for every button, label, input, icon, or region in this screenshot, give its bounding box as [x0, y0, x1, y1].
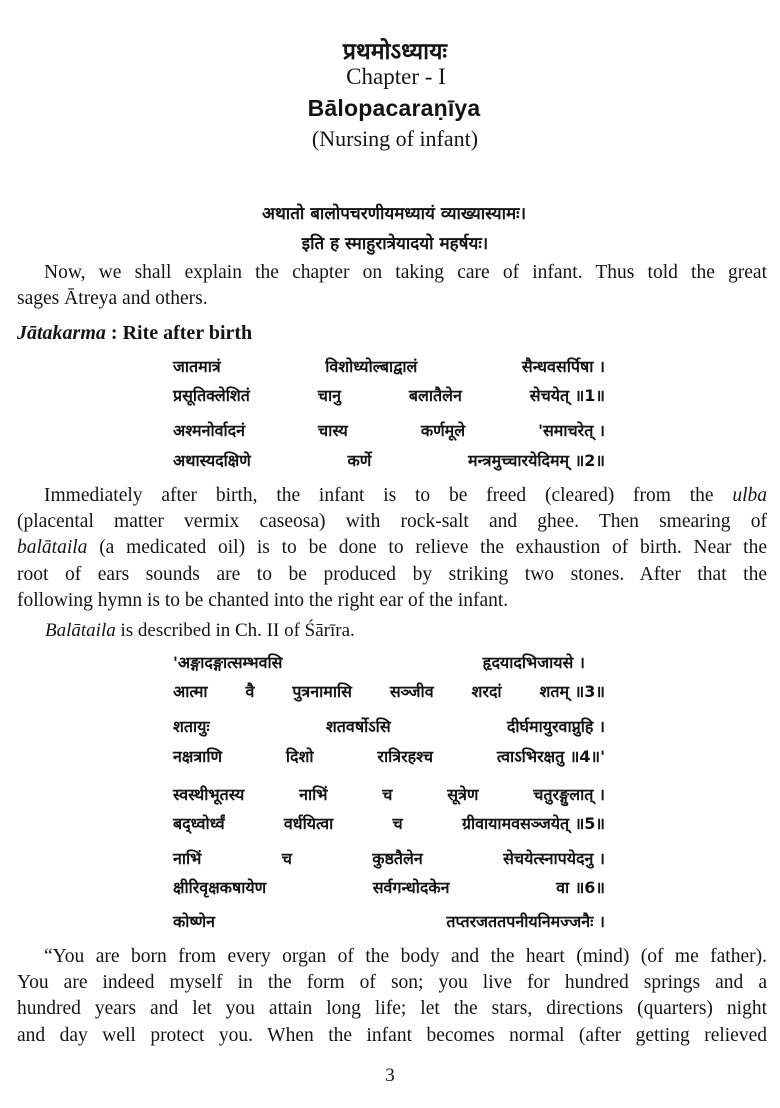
reference-note: [45, 620, 355, 642]
verse-word: च: [392, 814, 403, 833]
verse-line: [173, 848, 605, 870]
verse-word: 'समाचरेत् ।: [538, 421, 605, 440]
verse-word: पुत्रनामासि: [292, 682, 352, 701]
verse-word: चतुरङ्गुलात् ।: [533, 785, 605, 804]
paragraph-line: You are indeed myself in the form of son; you live for hundred springs and a: [17, 972, 767, 994]
verse-line: [173, 911, 605, 933]
section-heading-title: Rite after birth: [122, 322, 253, 344]
verse-word: सूत्रेण: [447, 785, 479, 804]
verse-word: नाभिं: [173, 849, 202, 868]
verse-word: 'अङ्गादङ्गात्सम्भवसि: [173, 653, 283, 672]
verse-word: त्वाऽभिरक्षतु ॥4॥': [496, 747, 605, 766]
verse-word: जातमात्रं: [173, 357, 221, 376]
verse-word: कुष्ठतैलेन: [372, 849, 423, 868]
verse-word: अथास्यदक्षिणे: [173, 451, 251, 470]
verse-word: तप्तरजततपनीयनिमज्जनैः ।: [446, 912, 605, 931]
verse-word: सेचयेत् ॥1॥: [529, 386, 605, 405]
note-term: Balātaila: [45, 620, 116, 641]
note-text: is described in Ch. II of Śārīra.: [115, 620, 355, 641]
verse-word: च: [281, 849, 292, 868]
verse-line: [173, 450, 605, 472]
chapter-name: Bālopacaraṇīya: [307, 95, 481, 121]
paragraph-line: hundred years and let you attain long life; let the stars, directions (quarters) night: [17, 998, 767, 1020]
chapter-subtitle: (Nursing of infant): [311, 126, 479, 151]
translation-paragraph: [17, 483, 767, 614]
verse-word: हृदयादभिजायसे ।: [482, 653, 585, 672]
section-heading: [17, 322, 252, 345]
paragraph-line: Now, we shall explain the chapter on taking care of infant. Thus told the great: [44, 262, 767, 283]
verse-line: [173, 716, 605, 738]
verse-word: स्वस्थीभूतस्य: [173, 785, 245, 804]
section-heading-term: Jātakarma: [17, 322, 106, 344]
verse-word: शतायुः: [173, 717, 210, 736]
verse-word: मन्त्रमुच्चारयेदिमम् ॥2॥: [468, 451, 605, 470]
verse-line: [173, 746, 605, 768]
verse-word: दीर्घमायुरवाप्नुहि ।: [506, 717, 605, 736]
verse-word: अश्मनोर्वादनं: [173, 421, 246, 440]
verse-line: [173, 813, 605, 835]
verse-word: कर्णमूले: [420, 421, 466, 440]
verse-word: नाभिं: [299, 785, 328, 804]
chapter-title-devanagari: प्रथमोऽध्यायः: [342, 39, 448, 65]
intro-verse-line: इति ह स्माहुरात्रेयादयो महर्षयः।: [301, 234, 489, 254]
paragraph-line: root of ears sounds are to be produced by striking two stones. After that the: [17, 563, 767, 585]
verse-word: बद्ध्वोर्ध्वं: [173, 814, 225, 833]
verse-line: [173, 356, 605, 378]
verse-line: [173, 420, 605, 442]
verse-word: सेचयेत्स्नापयेदनु ।: [503, 849, 605, 868]
verse-word: चास्य: [318, 421, 348, 440]
verse-word: प्रसूतिक्लेशितं: [173, 386, 250, 405]
verse-word: शतवर्षोऽसि: [325, 717, 391, 736]
verse-word: वा ॥6॥: [556, 878, 605, 897]
paragraph-line: “You are born from every organ of the body and the heart (mind) (of me father).: [44, 946, 767, 967]
verse-line: [173, 652, 605, 674]
verse-word: वै: [245, 682, 255, 701]
verse-word: शरदां: [471, 682, 502, 701]
paragraph-line: balātaila (a medicated oil) is to be done to relieve the exhaustion of birth. Near the: [17, 537, 767, 559]
page-number: 3: [385, 1065, 395, 1086]
verse-word: विशोध्योल्बाद्वालं: [325, 357, 418, 376]
verse-word: आत्मा: [173, 682, 208, 701]
verse-word: रात्रिरहश्च: [377, 747, 434, 766]
verse-word: सञ्जीव: [389, 682, 434, 701]
section-heading-separator: :: [105, 322, 123, 344]
verse-word: चानु: [317, 386, 341, 405]
verse-word: नक्षत्राणि: [173, 747, 223, 766]
verse-word: दिशो: [285, 747, 314, 766]
verse-line: [173, 784, 605, 806]
verse-word: क्षीरिवृक्षकषायेण: [173, 878, 267, 897]
verse-line: [173, 385, 605, 407]
verse-word: ग्रीवायामवसञ्जयेत् ॥5॥: [461, 814, 605, 833]
intro-translation-paragraph: [17, 260, 767, 312]
chapter-number: Chapter - I: [346, 64, 446, 89]
paragraph-line: following hymn is to be chanted into the right ear of the infant.: [17, 589, 509, 611]
verse-word: बलातैलेन: [408, 386, 462, 405]
paragraph-line: and day well protect you. When the infant becomes normal (after getting relieved: [17, 1024, 767, 1046]
paragraph-line: sages Ātreya and others.: [17, 288, 208, 310]
verse-word: च: [382, 785, 393, 804]
verse-line: [173, 877, 605, 899]
verse-line: [173, 681, 605, 703]
verse-word: कोष्णेन: [173, 912, 216, 931]
verse-word: कर्णे: [347, 451, 372, 470]
intro-verse-line: अथातो बालोपचरणीयमध्यायं व्याख्यास्यामः।: [261, 204, 527, 224]
paragraph-line: (placental matter vermix caseosa) with rock-salt and ghee. Then smearing of: [17, 511, 767, 533]
verse-word: सैन्धवसर्पिषा ।: [521, 357, 605, 376]
translation-paragraph: [17, 944, 767, 1049]
paragraph-line: Immediately after birth, the infant is to be freed (cleared) from the ulba: [44, 485, 767, 506]
verse-word: वर्धयित्वा: [283, 814, 334, 833]
verse-word: सर्वगन्धोदकेन: [372, 878, 450, 897]
verse-word: शतम् ॥3॥: [539, 682, 605, 701]
